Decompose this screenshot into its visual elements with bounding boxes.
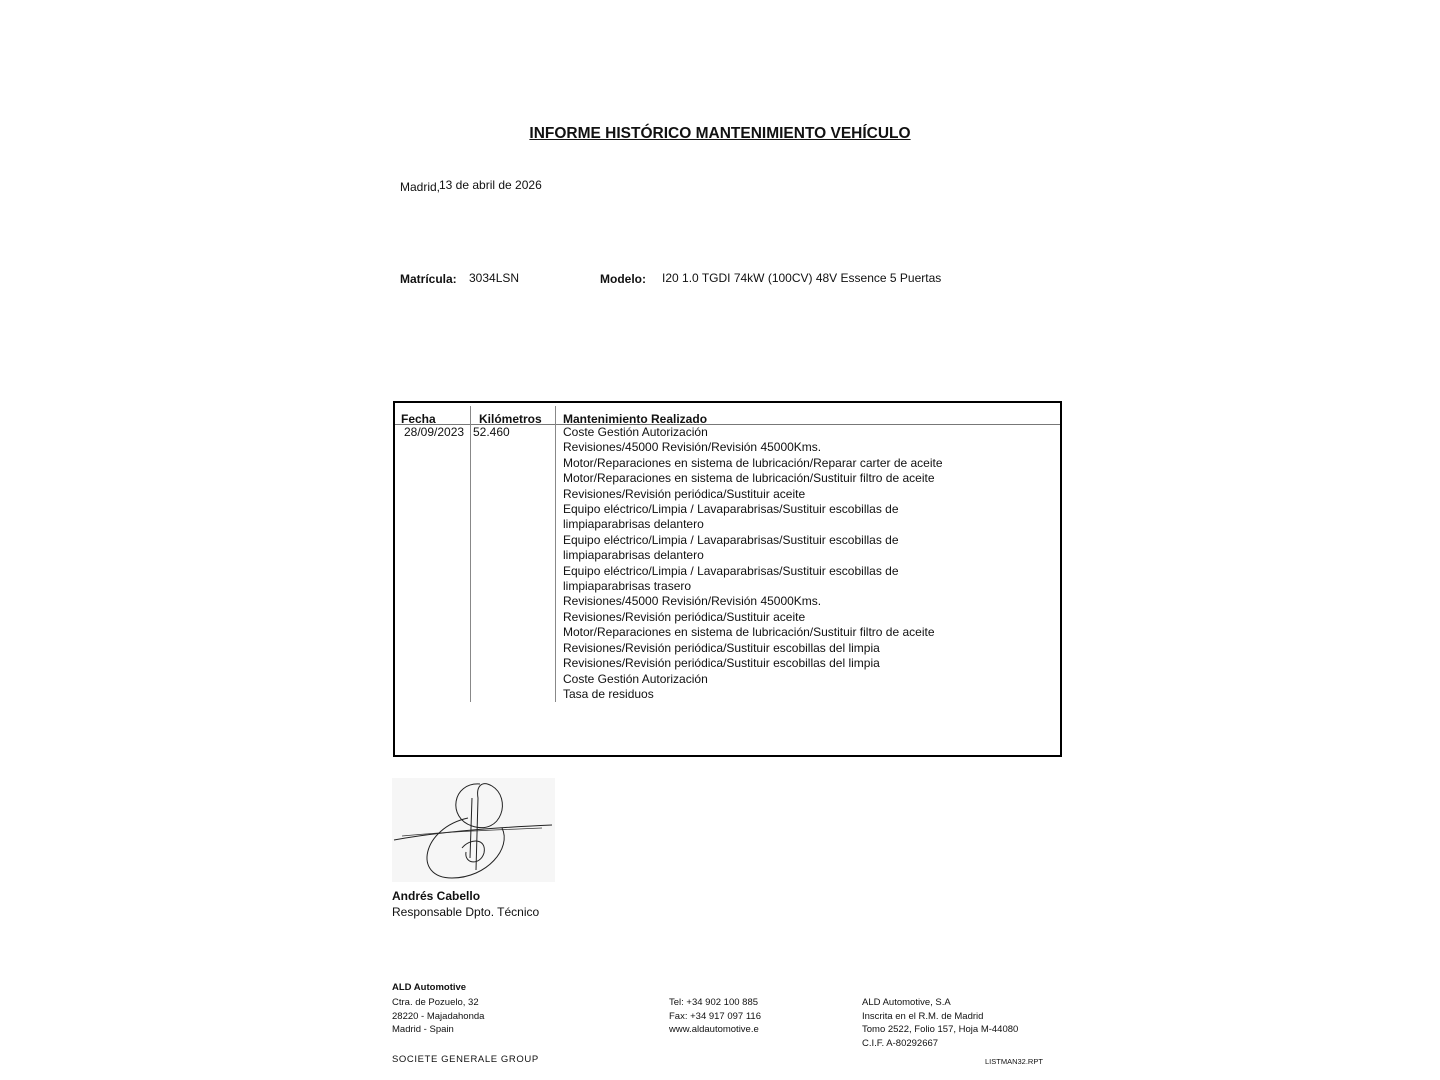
list-item: Revisiones/Revisión periódica/Sustituir aceite xyxy=(563,609,806,624)
plate-label: Matrícula: xyxy=(400,272,457,286)
list-item: Motor/Reparaciones en sistema de lubricación/Reparar carter de aceite xyxy=(563,455,943,470)
signatory-name: Andrés Cabello xyxy=(392,889,481,903)
legal-line: Tomo 2522, Folio 157, Hoja M-44080 xyxy=(862,1024,1019,1036)
contact-fax: Fax: +34 917 097 116 xyxy=(669,1010,761,1022)
report-code: LISTMAN32.RPT xyxy=(985,1057,1043,1066)
list-item: Equipo eléctrico/Limpia / Lavaparabrisas/Sustituir escobillas de limpiaparabrisas trasero xyxy=(563,563,899,594)
header-maintenance: Mantenimiento Realizado xyxy=(563,412,708,426)
legal-line: ALD Automotive, S.A xyxy=(862,997,951,1008)
list-item: Tasa de residuos xyxy=(563,686,654,701)
address-line: Ctra. de Pozuelo, 32 xyxy=(392,997,479,1008)
list-item: Revisiones/Revisión periódica/Sustituir escobillas del limpia xyxy=(563,656,880,671)
contact-phone: Tel: +34 902 100 885 xyxy=(669,997,759,1008)
list-item: Revisiones/45000 Revisión/Revisión 45000Kms. xyxy=(563,440,822,455)
maintenance-list xyxy=(563,425,983,702)
contact-website: www.aldautomotive.e xyxy=(669,1024,759,1036)
list-item: Coste Gestión Autorización xyxy=(563,671,708,686)
column-divider xyxy=(470,406,471,702)
signatory-role: Responsable Dpto. Técnico xyxy=(392,905,540,919)
list-item: Equipo eléctrico/Limpia / Lavaparabrisas/Sustituir escobillas de limpiaparabrisas delantero xyxy=(563,532,899,563)
list-item: Revisiones/Revisión periódica/Sustituir aceite xyxy=(563,486,806,501)
address-line: Madrid - Spain xyxy=(392,1024,454,1036)
address-line: 28220 - Majadahonda xyxy=(392,1010,485,1022)
row-date: 28/09/2023 xyxy=(404,425,465,439)
header-km: Kilómetros xyxy=(479,412,542,426)
model-value: I20 1.0 TGDI 74kW (100CV) 48V Essence 5 Puertas xyxy=(662,271,942,285)
list-item: Motor/Reparaciones en sistema de lubricación/Sustituir filtro de aceite xyxy=(563,625,935,640)
report-date: 13 de abril de 2026 xyxy=(439,178,542,192)
footer-address xyxy=(392,996,484,1037)
list-item: Motor/Reparaciones en sistema de lubricación/Sustituir filtro de aceite xyxy=(563,471,935,486)
header-date: Fecha xyxy=(401,412,436,426)
footer-company: ALD Automotive xyxy=(392,982,467,993)
footer-legal xyxy=(862,996,1018,1050)
list-item: Equipo eléctrico/Limpia / Lavaparabrisas/Sustituir escobillas de limpiaparabrisas delantero xyxy=(563,502,899,532)
legal-line: C.I.F. A-80292667 xyxy=(862,1037,939,1049)
maintenance-table xyxy=(393,401,1062,757)
legal-line: Inscrita en el R.M. de Madrid xyxy=(862,1010,984,1022)
group-logo: SOCIETE GENERALE GROUP xyxy=(392,1054,539,1065)
footer-contact xyxy=(669,996,761,1037)
report-title: INFORME HISTÓRICO MANTENIMIENTO VEHÍCULO xyxy=(529,125,911,142)
column-divider xyxy=(555,406,556,702)
list-item: Coste Gestión Autorización xyxy=(563,425,708,439)
model-label: Modelo: xyxy=(600,272,646,286)
list-item: Revisiones/45000 Revisión/Revisión 45000Kms. xyxy=(563,594,822,609)
signature-image xyxy=(392,778,555,882)
place-label: Madrid, xyxy=(400,180,441,194)
list-item: Revisiones/Revisión periódica/Sustituir escobillas del limpia xyxy=(563,640,880,655)
row-km: 52.460 xyxy=(473,425,510,439)
plate-value: 3034LSN xyxy=(469,271,520,285)
